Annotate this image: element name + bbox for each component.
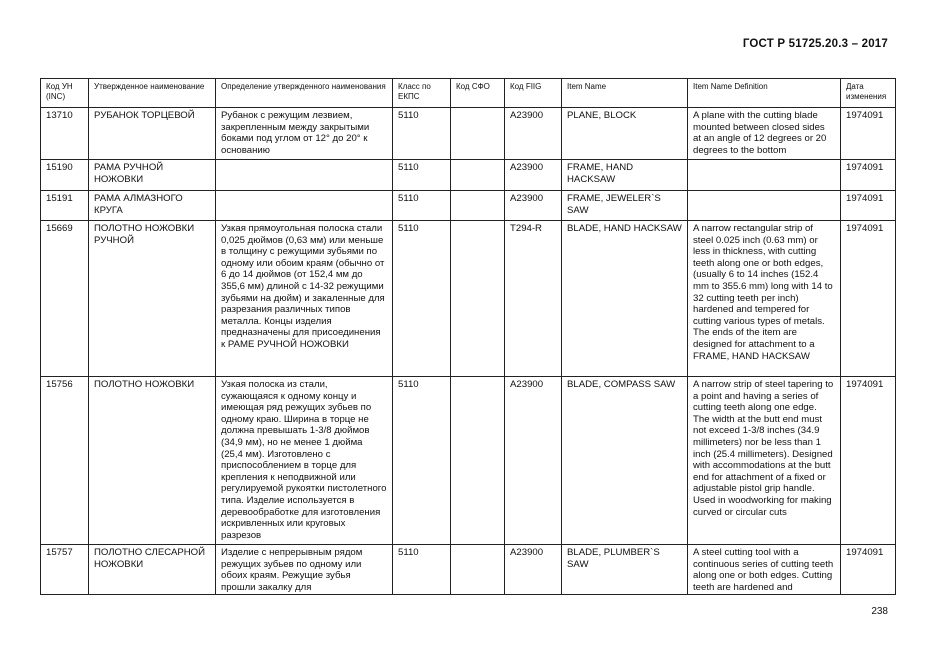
- cell-approved-name: ПОЛОТНО НОЖОВКИ: [89, 377, 216, 545]
- header-ekps-class: Класс по ЕКПС: [393, 79, 451, 108]
- cell-item-name: BLADE, COMPASS SAW: [562, 377, 688, 545]
- cell-date: 1974091: [841, 221, 896, 377]
- table-header: [41, 79, 896, 108]
- cell-inc: 15757: [41, 545, 89, 595]
- cell-fiig: T294-R: [505, 221, 562, 377]
- header-sfo-code: Код СФО: [451, 79, 505, 108]
- cell-fiig: A23900: [505, 377, 562, 545]
- cell-date: 1974091: [841, 377, 896, 545]
- table-row: [41, 545, 896, 595]
- cell-fiig: A23900: [505, 545, 562, 595]
- cell-approved-name: ПОЛОТНО НОЖОВКИ РУЧНОЙ: [89, 221, 216, 377]
- header-approved-name: Утвержденное наименование: [89, 79, 216, 108]
- cell-date: 1974091: [841, 108, 896, 160]
- table-row: [41, 191, 896, 221]
- cell-item-name: FRAME, HAND HACKSAW: [562, 160, 688, 191]
- cell-definition-en: A plane with the cutting blade mounted between closed sides at an angle of 12 degrees or 20 degrees to the bottom: [688, 108, 841, 160]
- cell-approved-name: ПОЛОТНО СЛЕСАРНОЙ НОЖОВКИ: [89, 545, 216, 595]
- cell-ekps: 5110: [393, 191, 451, 221]
- table-row: [41, 160, 896, 191]
- cell-date: 1974091: [841, 545, 896, 595]
- cell-ekps: 5110: [393, 108, 451, 160]
- catalog-table: [40, 78, 896, 595]
- cell-ekps: 5110: [393, 221, 451, 377]
- cell-definition-en: A narrow rectangular strip of steel 0.025 inch (0.63 mm) or less in thickness, with cutting teeth along one or both edges, (usually 6 to 14 inches (152.4 mm to 355.6 mm) long with 14 to 32 cutting teeth per inch) hardened and tempered for cutting various types of metals. The ends of the item are designed for attachment to a FRAME, HAND HACKSAW: [688, 221, 841, 377]
- cell-definition-ru: [216, 160, 393, 191]
- cell-sfo: [451, 191, 505, 221]
- page-number: 238: [871, 606, 888, 617]
- cell-sfo: [451, 221, 505, 377]
- cell-ekps: 5110: [393, 377, 451, 545]
- cell-item-name: FRAME, JEWELER`S SAW: [562, 191, 688, 221]
- cell-definition-en: [688, 191, 841, 221]
- cell-ekps: 5110: [393, 545, 451, 595]
- table-row: [41, 108, 896, 160]
- header-fiig-code: Код FIIG: [505, 79, 562, 108]
- cell-ekps: 5110: [393, 160, 451, 191]
- cell-definition-ru: Узкая полоска из стали, сужающаяся к одному концу и имеющая ряд режущих зубьев по одному краю. Ширина в торце не должна превышать 1-3/8 дюймов (34,9 мм), но не менее 1 дюйма (25,4 мм). Изготовлено с приспособлением в торце для крепления к неподвижной или регулируемой рукоятки пистолетного типа. Изделие используется в деревообработке для изготовления искривленных или круговых разрезов: [216, 377, 393, 545]
- cell-definition-en: [688, 160, 841, 191]
- cell-definition-ru: Рубанок с режущим лезвием, закрепленным между закрытыми боками под углом от 12° до 20° к основанию: [216, 108, 393, 160]
- cell-definition-ru: Изделие с непрерывным рядом режущих зубьев по одному или обоих краям. Режущие зубья прошли закалку для: [216, 545, 393, 595]
- cell-approved-name: РАМА РУЧНОЙ НОЖОВКИ: [89, 160, 216, 191]
- cell-approved-name: РАМА АЛМАЗНОГО КРУГА: [89, 191, 216, 221]
- cell-item-name: PLANE, BLOCK: [562, 108, 688, 160]
- cell-definition-en: A steel cutting tool with a continuous series of cutting teeth along one or both edges. Cutting teeth are hardened and: [688, 545, 841, 595]
- cell-inc: 15190: [41, 160, 89, 191]
- table-row: [41, 377, 896, 545]
- cell-sfo: [451, 108, 505, 160]
- cell-inc: 15669: [41, 221, 89, 377]
- cell-sfo: [451, 377, 505, 545]
- header-name-definition: Определение утвержденного наименования: [216, 79, 393, 108]
- table-body: [41, 108, 896, 595]
- header-change-date: Дата изменения: [841, 79, 896, 108]
- cell-inc: 15191: [41, 191, 89, 221]
- cell-item-name: BLADE, HAND HACKSAW: [562, 221, 688, 377]
- cell-fiig: A23900: [505, 191, 562, 221]
- header-item-name-definition: Item Name Definition: [688, 79, 841, 108]
- cell-date: 1974091: [841, 191, 896, 221]
- cell-sfo: [451, 545, 505, 595]
- cell-inc: 13710: [41, 108, 89, 160]
- header-row: [41, 79, 896, 108]
- header-item-name: Item Name: [562, 79, 688, 108]
- cell-item-name: BLADE, PLUMBER`S SAW: [562, 545, 688, 595]
- header-inc: Код УН (INC): [41, 79, 89, 108]
- cell-definition-en: A narrow strip of steel tapering to a point and having a series of cutting teeth along one edge. The width at the butt end must not exceed 1-3/8 inches (34.9 millimeters) nor be less than 1 inch (25.4 millimeters). Designed with accommodations at the butt end for attachment of a fixed or adjustable pistol grip handle. Used in woodworking for making curved or circular cuts: [688, 377, 841, 545]
- cell-sfo: [451, 160, 505, 191]
- table-row: [41, 221, 896, 377]
- document-standard-number: ГОСТ Р 51725.20.3 – 2017: [742, 38, 888, 50]
- cell-fiig: A23900: [505, 160, 562, 191]
- cell-inc: 15756: [41, 377, 89, 545]
- cell-approved-name: РУБАНОК ТОРЦЕВОЙ: [89, 108, 216, 160]
- cell-definition-ru: [216, 191, 393, 221]
- cell-fiig: A23900: [505, 108, 562, 160]
- cell-definition-ru: Узкая прямоугольная полоска стали 0,025 дюймов (0,63 мм) или меньше в толщину с режущими зубьями по одному или обоим краям (обычно от 6 до 14 дюймов (от 152,4 мм до 355,6 мм) длиной с 14-32 режущими зубьями на дюйм) и закаленные для разрезания различных типов металла. Концы изделия предназначены для присоединения к РАМЕ РУЧНОЙ НОЖОВКИ: [216, 221, 393, 377]
- cell-date: 1974091: [841, 160, 896, 191]
